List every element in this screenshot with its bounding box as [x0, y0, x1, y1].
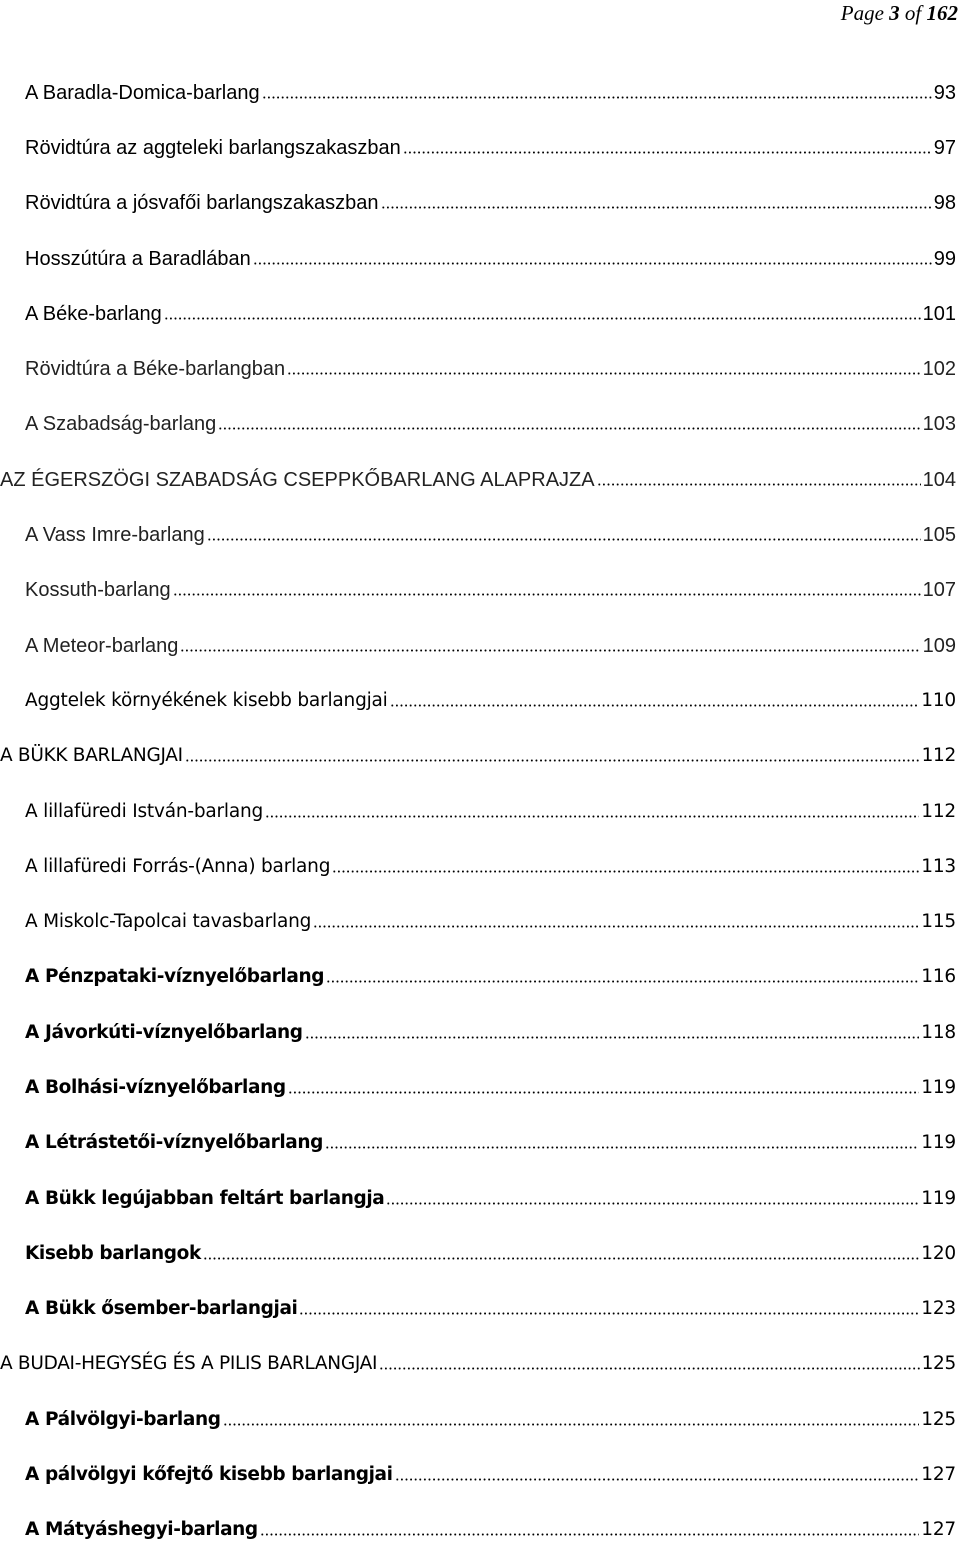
toc-entry[interactable] — [0, 618, 960, 673]
dot-leader — [305, 1036, 920, 1039]
toc-entry-title: A lillafüredi István-barlang — [25, 800, 264, 822]
toc-entry-title: A Bolhási-víznyelőbarlang — [25, 1076, 286, 1098]
toc-entry-page: 102 — [922, 358, 956, 381]
dot-leader — [164, 317, 921, 320]
dot-leader — [260, 1533, 920, 1536]
toc-entry[interactable] — [0, 950, 960, 1005]
toc-entry-page: 101 — [922, 302, 956, 325]
toc-entry-title: Rövidtúra a jósvafői barlangszakaszban — [25, 192, 379, 215]
toc-entry-page: 120 — [921, 1242, 956, 1264]
page-word: Page — [840, 1, 884, 25]
toc-entry[interactable] — [0, 1447, 960, 1502]
toc-entry-page: 110 — [921, 689, 956, 711]
toc-entry-title: A Létrástetői-víznyelőbarlang — [25, 1132, 324, 1154]
toc-entry-page: 118 — [921, 1021, 956, 1043]
toc-entry-title: A lillafüredi Forrás-(Anna) barlang — [25, 855, 331, 877]
toc-entry-page: 93 — [933, 81, 956, 104]
toc-entry-title: A BUDAI-HEGYSÉG ÉS A PILIS BARLANGJAI — [0, 1353, 378, 1375]
toc-entry-page: 125 — [921, 1353, 956, 1375]
toc-entry[interactable] — [0, 1392, 960, 1447]
toc-entry-title: A Baradla-Domica-barlang — [25, 81, 260, 104]
toc-entry-page: 97 — [933, 136, 956, 159]
toc-entry-page: 98 — [933, 192, 956, 215]
page-number-header — [841, 0, 958, 26]
toc-entry-title: A pálvölgyi kőfejtő kisebb barlangjai — [25, 1464, 393, 1486]
toc-entry[interactable] — [0, 673, 960, 728]
toc-entry-title: Hosszútúra a Baradlában — [25, 247, 251, 270]
toc-entry-page: 107 — [922, 579, 956, 602]
dot-leader — [299, 1312, 919, 1315]
dot-leader — [325, 1146, 919, 1149]
dot-leader — [288, 1091, 920, 1094]
toc-entry-title: AZ ÉGERSZÖGI SZABADSÁG CSEPPKŐBARLANG ALAPRAJZA — [0, 468, 595, 491]
toc-entry-title: A Bükk legújabban feltárt barlangja — [25, 1187, 385, 1209]
toc-entry-page: 105 — [922, 524, 956, 547]
toc-entry-page: 123 — [921, 1298, 956, 1320]
dot-leader — [403, 151, 932, 154]
toc-entry[interactable] — [0, 507, 960, 562]
toc-entry-title: A Mátyáshegyi-barlang — [25, 1519, 258, 1541]
toc-entry-page: 119 — [921, 1132, 956, 1154]
toc-entry-page: 127 — [921, 1519, 956, 1541]
toc-entry[interactable] — [0, 452, 960, 507]
toc-entry[interactable] — [0, 1282, 960, 1337]
dot-leader — [395, 1478, 920, 1481]
dot-leader — [173, 593, 921, 596]
toc-entry-title: A Béke-barlang — [25, 302, 162, 325]
toc-entry-page: 119 — [921, 1076, 956, 1098]
toc-entry[interactable] — [0, 1171, 960, 1226]
toc-entry-title: Kisebb barlangok — [25, 1242, 201, 1264]
dot-leader — [180, 649, 920, 652]
dot-leader — [253, 262, 932, 265]
toc-entry-title: A Bükk ősember-barlangjai — [25, 1298, 298, 1320]
toc-entry[interactable] — [0, 176, 960, 231]
toc-entry[interactable] — [0, 1060, 960, 1115]
toc-entry-title: Aggtelek környékének kisebb barlangjai — [25, 689, 388, 711]
toc-entry[interactable] — [0, 784, 960, 839]
dot-leader — [185, 759, 920, 762]
toc-entry-page: 116 — [921, 966, 956, 988]
toc-entry[interactable] — [0, 563, 960, 618]
toc-entry-title: A Szabadság-barlang — [25, 413, 217, 436]
toc-entry[interactable] — [0, 839, 960, 894]
dot-leader — [379, 1367, 919, 1370]
toc-entry[interactable] — [0, 1226, 960, 1281]
toc-entry-title: Rövidtúra a Béke-barlangban — [25, 358, 286, 381]
toc-entry[interactable] — [0, 1116, 960, 1171]
dot-leader — [597, 483, 921, 486]
toc-entry[interactable] — [0, 341, 960, 396]
dot-leader — [207, 538, 921, 541]
dot-leader — [218, 427, 920, 430]
table-of-contents — [0, 65, 960, 1558]
toc-entry-title: Rövidtúra az aggteleki barlangszakaszban — [25, 136, 401, 159]
toc-entry[interactable] — [0, 231, 960, 286]
toc-entry[interactable] — [0, 1005, 960, 1060]
toc-entry-page: 127 — [921, 1464, 956, 1486]
toc-entry-title: A Meteor-barlang — [25, 634, 179, 657]
toc-entry[interactable] — [0, 120, 960, 175]
toc-entry-page: 125 — [921, 1408, 956, 1430]
toc-entry[interactable] — [0, 397, 960, 452]
total-pages-number: 162 — [926, 1, 958, 25]
toc-entry-title: A Miskolc-Tapolcai tavasbarlang — [25, 911, 312, 933]
dot-leader — [223, 1423, 920, 1426]
dot-leader — [390, 704, 920, 707]
of-word: of — [904, 1, 922, 25]
current-page-number: 3 — [889, 1, 900, 25]
dot-leader — [313, 925, 919, 928]
dot-leader — [332, 870, 919, 873]
toc-entry-page: 104 — [922, 468, 956, 491]
dot-leader — [265, 815, 919, 818]
dot-leader — [262, 96, 932, 99]
toc-entry[interactable] — [0, 1337, 960, 1392]
toc-entry-title: Kossuth-barlang — [25, 579, 171, 602]
toc-entry[interactable] — [0, 1503, 960, 1558]
toc-entry-title: A Vass Imre-barlang — [25, 524, 205, 547]
toc-entry-title: A BÜKK BARLANGJAI — [0, 745, 183, 767]
dot-leader — [326, 980, 919, 983]
toc-entry-page: 119 — [921, 1187, 956, 1209]
toc-entry-page: 112 — [921, 745, 956, 767]
toc-entry-title: A Jávorkúti-víznyelőbarlang — [25, 1021, 303, 1043]
toc-entry-page: 99 — [933, 247, 956, 270]
toc-entry-title: A Pénzpataki-víznyelőbarlang — [25, 966, 325, 988]
dot-leader — [381, 206, 932, 209]
dot-leader — [287, 372, 920, 375]
toc-entry[interactable] — [0, 65, 960, 120]
toc-entry-page: 115 — [921, 911, 956, 933]
dot-leader — [386, 1202, 919, 1205]
toc-entry-page: 113 — [921, 855, 956, 877]
toc-entry[interactable] — [0, 894, 960, 949]
toc-entry-page: 112 — [921, 800, 956, 822]
toc-entry-page: 109 — [922, 634, 956, 657]
toc-entry[interactable] — [0, 286, 960, 341]
toc-entry-title: A Pálvölgyi-barlang — [25, 1408, 221, 1430]
toc-entry[interactable] — [0, 729, 960, 784]
toc-entry-page: 103 — [922, 413, 956, 436]
dot-leader — [203, 1257, 919, 1260]
